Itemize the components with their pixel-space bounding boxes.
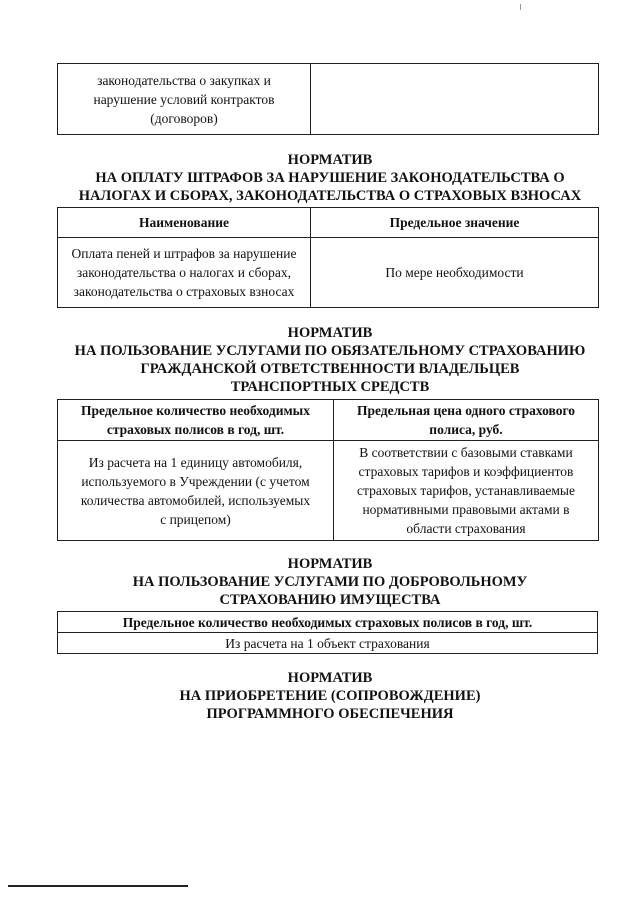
scan-mark <box>520 4 521 10</box>
section2-header-quantity <box>58 400 334 441</box>
continuation-right-cell <box>311 64 599 135</box>
section4-title-line: ПРОГРАММНОГО ОБЕСПЕЧЕНИЯ <box>206 706 454 722</box>
section2-quantity-line: используемого в Учреждении (с учетом <box>81 473 310 489</box>
section1-value-cell: По мере необходимости <box>311 238 599 308</box>
section3-heading <box>0 555 640 609</box>
section2-title-line: ТРАНСПОРТНЫХ СРЕДСТВ <box>230 379 430 395</box>
section2-price-cell <box>334 441 599 541</box>
continuation-line: (договоров) <box>150 110 218 126</box>
section2-price-line: В соответствии с базовыми ставками <box>359 445 573 460</box>
section2-price-line: нормативными правовыми актами в <box>362 502 570 517</box>
section1-title-line: НА ОПЛАТУ ШТРАФОВ ЗА НАРУШЕНИЕ ЗАКОНОДАТЕЛЬСТВА О <box>95 170 565 186</box>
section2-heading <box>0 324 640 396</box>
section1-title-line: НАЛОГАХ И СБОРАХ, ЗАКОНОДАТЕЛЬСТВА О СТРАХОВЫХ ВЗНОСАХ <box>78 188 582 204</box>
section4-heading <box>0 669 640 723</box>
section4-title-line: НА ПРИОБРЕТЕНИЕ (СОПРОВОЖДЕНИЕ) <box>179 688 481 704</box>
section3-title-line: НА ПОЛЬЗОВАНИЕ УСЛУГАМИ ПО ДОБРОВОЛЬНОМУ <box>132 574 528 590</box>
section1-header-name: Наименование <box>58 208 311 238</box>
section2-quantity-line: количества автомобилей, используемых <box>80 492 311 508</box>
section2-quantity-cell <box>58 441 334 541</box>
section1-title-line: НОРМАТИВ <box>287 152 373 168</box>
section2-header-line: страховых полисов в год, шт. <box>106 422 285 437</box>
section2-header-line: Предельная цена одного страхового <box>356 403 576 418</box>
section3-value: Из расчета на 1 объект страхования <box>58 633 598 654</box>
section2-quantity-line: Из расчета на 1 единицу автомобиля, <box>88 454 303 470</box>
section2-header-line: Предельное количество необходимых <box>81 403 310 418</box>
section2-price-line: страховых тарифов, устанавливаемые <box>357 483 575 498</box>
continuation-line: нарушение условий контрактов <box>93 91 275 107</box>
section1-name-line: Оплата пеней и штрафов за нарушение <box>71 246 297 261</box>
section3-table <box>57 611 598 654</box>
section2-quantity-line: с прицепом) <box>160 511 231 527</box>
section1-heading <box>0 151 640 205</box>
section2-header-price <box>334 400 599 441</box>
section2-price-line: области страхования <box>406 521 526 536</box>
section1-name-line: законодательства о страховых взносах <box>73 284 295 299</box>
section1-name-cell <box>58 238 311 308</box>
section1-name-line: законодательства о налогах и сборах, <box>76 265 292 280</box>
section1-table <box>57 207 599 308</box>
section1-header-value: Предельное значение <box>311 208 599 238</box>
section2-title-line: ГРАЖДАНСКОЙ ОТВЕТСТВЕННОСТИ ВЛАДЕЛЬЦЕВ <box>140 361 520 377</box>
continuation-table <box>57 63 599 135</box>
section2-header-line: полиса, руб. <box>429 422 503 437</box>
section4-title-line: НОРМАТИВ <box>287 670 373 686</box>
section3-title-line: СТРАХОВАНИЮ ИМУЩЕСТВА <box>219 592 441 608</box>
continuation-line: законодательства о закупках и <box>97 72 271 88</box>
section2-price-line: страховых тарифов и коэффициентов <box>358 464 574 479</box>
section2-title-line: НА ПОЛЬЗОВАНИЕ УСЛУГАМИ ПО ОБЯЗАТЕЛЬНОМУ СТРАХОВАНИЮ <box>74 343 586 359</box>
section3-title-line: НОРМАТИВ <box>287 556 373 572</box>
section3-header: Предельное количество необходимых страховых полисов в год, шт. <box>58 612 598 633</box>
section2-table <box>57 399 599 541</box>
continuation-left-cell <box>58 64 311 135</box>
scan-edge-line <box>8 885 188 887</box>
section2-title-line: НОРМАТИВ <box>287 325 373 341</box>
